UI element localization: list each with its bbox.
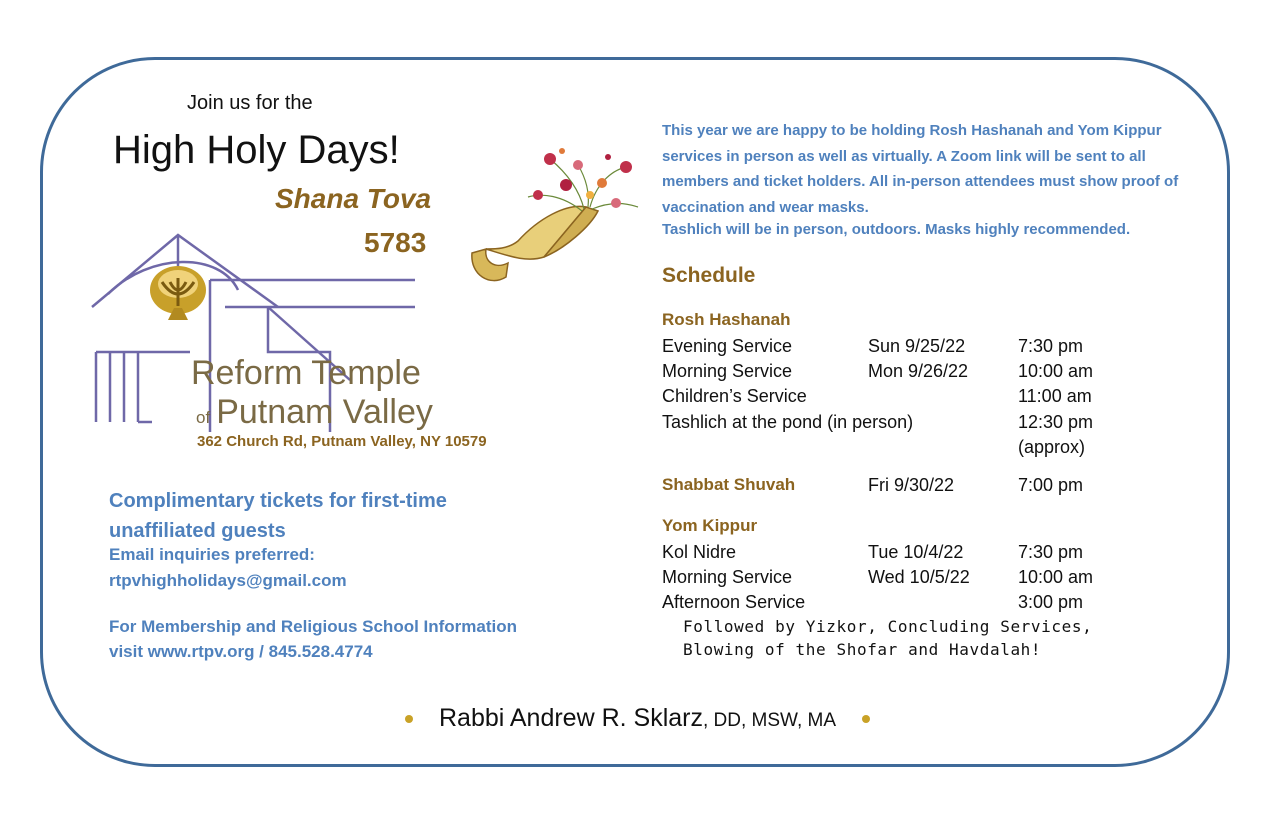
rosh-hashanah-heading: Rosh Hashanah (662, 310, 791, 329)
event-date: Mon 9/26/22 (868, 361, 969, 381)
event-name: Tashlich at the pond (in person) (662, 412, 914, 432)
join-text: Join us for the (187, 92, 313, 114)
complimentary-tickets: Complimentary tickets for first-time unaffiliated guests (109, 490, 447, 542)
event-date: Fri 9/30/22 (868, 475, 955, 495)
temple-name-line2 (196, 393, 433, 432)
greeting: Shana Tova (275, 183, 432, 214)
rabbi-name: Rabbi Andrew R. Sklarz (438, 704, 703, 732)
event-time: 7:00 pm (1018, 475, 1084, 495)
shofar-flowers-icon (466, 145, 641, 290)
bullet-icon (405, 715, 413, 723)
event-name: Morning Service (662, 361, 793, 381)
event-time: 11:00 am (1018, 386, 1092, 406)
event-time: 7:30 pm (1018, 542, 1084, 562)
temple-name-putnam-valley: Putnam Valley (216, 393, 433, 431)
event-time: 10:00 am (1018, 567, 1094, 587)
event-name: Morning Service (662, 567, 793, 587)
yom-kippur-heading: Yom Kippur (662, 516, 758, 535)
tashlich-note: Tashlich will be in person, outdoors. Masks highly recommended. (662, 221, 1131, 238)
page-title: High Holy Days! (113, 128, 400, 172)
yom-kippur-note-line2: Blowing of the Shofar and Havdalah! (683, 640, 1042, 659)
intro-paragraph: This year we are happy to be holding Rosh Hashanah and Yom Kippur services in person as well as virtually. A Zoom link will be sent to all members and ticket holders. All in-person attendees must show proof of vaccination and wear masks. (662, 122, 1179, 216)
event-time: 10:00 am (1018, 361, 1094, 381)
website-phone[interactable]: visit www.rtpv.org / 845.528.4774 (109, 642, 373, 661)
yom-kippur-note-line1: Followed by Yizkor, Concluding Services, (683, 617, 1093, 636)
event-name: Evening Service (662, 336, 793, 356)
temple-name-of: of (196, 408, 211, 427)
rabbi-signature (0, 704, 1275, 733)
shabbat-shuvah-heading: Shabbat Shuvah (662, 475, 796, 494)
event-time: 7:30 pm (1018, 336, 1084, 356)
event-date: Wed 10/5/22 (868, 567, 970, 587)
event-date: Tue 10/4/22 (868, 542, 964, 562)
event-date: Sun 9/25/22 (868, 336, 966, 356)
email-link[interactable]: rtpvhighholidays@gmail.com (109, 571, 347, 590)
temple-name-line1: Reform Temple (191, 354, 421, 392)
bullet-icon (862, 715, 870, 723)
event-name: Afternoon Service (662, 592, 806, 612)
membership-info: For Membership and Religious School Information (109, 617, 518, 636)
event-name: Kol Nidre (662, 542, 737, 562)
event-time: 3:00 pm (1018, 592, 1084, 612)
temple-address: 362 Church Rd, Putnam Valley, NY 10579 (197, 433, 487, 450)
event-time: 12:30 pm (1018, 412, 1094, 432)
email-label: Email inquiries preferred: (109, 545, 315, 564)
rabbi-credentials: , DD, MSW, MA (703, 710, 836, 731)
event-time: (approx) (1018, 437, 1086, 457)
event-name: Children’s Service (662, 386, 807, 406)
schedule-title: Schedule (662, 264, 756, 287)
hebrew-year: 5783 (364, 227, 427, 258)
